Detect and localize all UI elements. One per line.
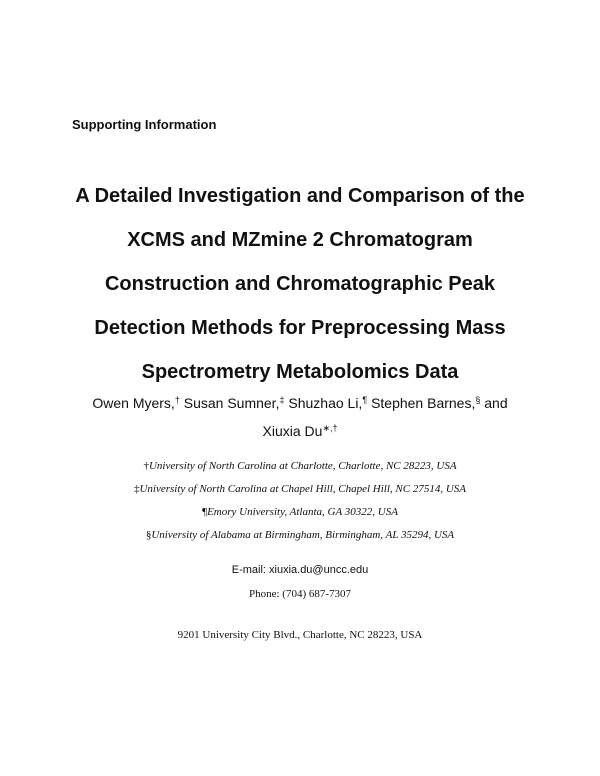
affiliation-text: University of North Carolina at Chapel Hill, Chapel Hill, NC 27514, USA [139, 483, 467, 495]
affiliation-mark: ∗,† [322, 423, 338, 433]
title-line: XCMS and MZmine 2 Chromatogram [127, 229, 473, 251]
affiliation-line [40, 459, 560, 473]
affiliation-line [40, 482, 560, 496]
author-name: Susan Sumner, [183, 395, 280, 411]
affiliation-mark: ‡ [133, 483, 140, 495]
affiliation-mark: ‡ [279, 395, 285, 405]
author-line [40, 417, 560, 445]
contact-email: E-mail: xiuxia.du@uncc.edu [231, 564, 369, 576]
affiliation-line [40, 505, 560, 519]
contact-phone: Phone: (704) 687-7307 [248, 588, 352, 600]
author-name: Stephen Barnes, [371, 395, 476, 411]
author-name: Xiuxia Du [262, 423, 323, 439]
title-line: A Detailed Investigation and Comparison of the [75, 185, 525, 207]
affiliation-text: Emory University, Atlanta, GA 30322, USA [207, 506, 398, 518]
author-conjunction: and [484, 395, 508, 411]
affiliation-mark: ¶ [362, 395, 368, 405]
affiliation-mark: ¶ [202, 506, 208, 518]
affiliation-mark: § [145, 529, 152, 541]
author-name: Owen Myers, [92, 395, 175, 411]
paper-title [40, 174, 560, 394]
affiliation-mark: § [475, 395, 481, 405]
affiliation-text: University of North Carolina at Charlotte, Charlotte, NC 28223, USA [148, 460, 457, 472]
supporting-information-heading: Supporting Information [72, 117, 217, 132]
author-line [40, 389, 560, 417]
affiliation-mark: † [174, 395, 180, 405]
affiliation-text: University of Alabama at Birmingham, Birmingham, AL 35294, USA [151, 529, 455, 541]
affiliation-line [40, 528, 560, 542]
title-line: Detection Methods for Preprocessing Mass [94, 317, 506, 339]
contact-address: 9201 University City Blvd., Charlotte, NC 28223, USA [177, 629, 423, 641]
title-line: Spectrometry Metabolomics Data [141, 361, 459, 383]
affiliation-mark: † [143, 460, 149, 472]
author-list [40, 389, 560, 445]
title-line: Construction and Chromatographic Peak [104, 273, 496, 295]
author-name: Shuzhao Li, [288, 395, 363, 411]
